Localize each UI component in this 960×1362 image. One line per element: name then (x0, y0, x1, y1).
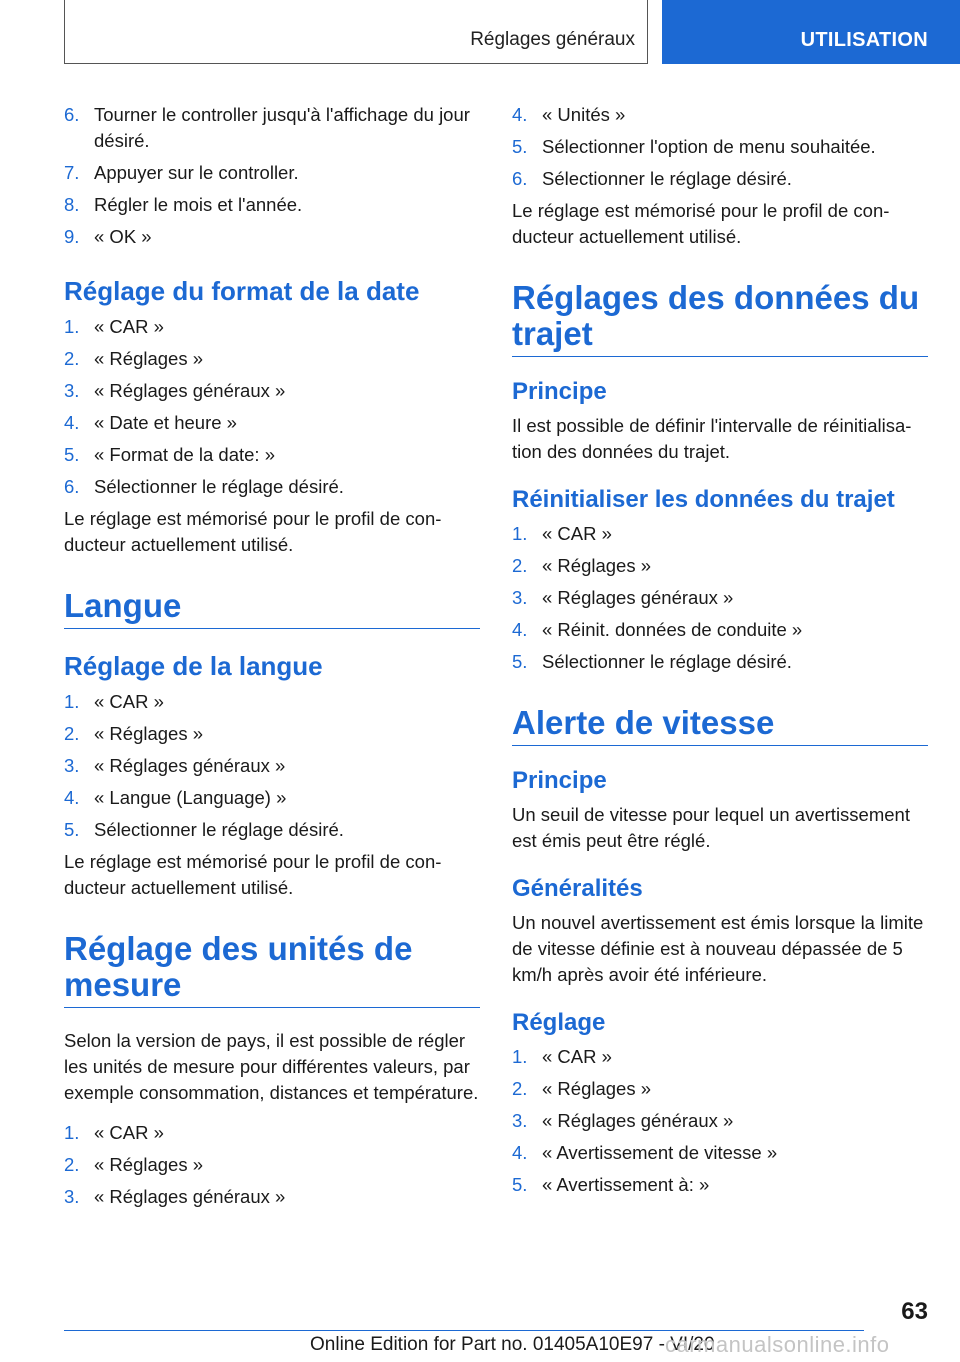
list-item (64, 817, 480, 843)
list-item-number: 3. (64, 1186, 80, 1207)
footer-edition: Online Edition for Part no. 01405A10E97 - VI/20 (310, 1334, 715, 1355)
list-item (512, 1108, 928, 1134)
heading-reglage: Réglage (512, 1009, 606, 1036)
list-item-number: 5. (512, 1174, 528, 1195)
list-item-text: « Date et heure » (94, 412, 237, 433)
list-item (64, 1120, 480, 1146)
heading-reglage-langue: Réglage de la langue (64, 651, 323, 681)
list-item-text: « CAR » (94, 691, 164, 712)
list-item (512, 1140, 928, 1166)
list-item (64, 378, 480, 404)
list-item-text: « Réglages généraux » (542, 1110, 734, 1131)
list-item-number: 1. (512, 523, 528, 544)
list-item-number: 6. (512, 168, 528, 189)
list-item (512, 166, 928, 192)
list-item-number: 4. (512, 1142, 528, 1163)
list-item-text: « Avertissement à: » (542, 1174, 710, 1195)
list-item-number: 1. (64, 1122, 80, 1143)
list-item-number: 7. (64, 162, 80, 183)
list-item-text: Sélectionner le réglage désiré. (542, 651, 792, 672)
list-item (64, 442, 480, 468)
steps-list-date-format (64, 314, 480, 500)
list-item-text: Régler le mois et l'année. (94, 194, 303, 215)
heading-principe: Principe (512, 378, 607, 405)
right-column (512, 102, 928, 1204)
list-item-number: 5. (64, 444, 80, 465)
list-item (512, 649, 928, 675)
steps-list-unites-continued (512, 102, 928, 192)
paragraph-saved-profile: Le réglage est mémorisé pour le profil de conducteur actuellement utilisé. (64, 508, 442, 555)
list-item-number: 3. (64, 755, 80, 776)
list-item-text: « Avertissement de vitesse » (542, 1142, 778, 1163)
heading-alerte: Alerte de vitesse (512, 704, 775, 741)
list-item-number: 6. (64, 104, 80, 125)
list-item-text: « Réglages généraux » (94, 380, 286, 401)
list-item-number: 2. (64, 1154, 80, 1175)
list-item-text: « CAR » (94, 1122, 164, 1143)
list-item-number: 5. (512, 136, 528, 157)
list-item (64, 721, 480, 747)
steps-list-date-continued (64, 102, 480, 250)
list-item-number: 3. (64, 380, 80, 401)
list-item-text: « Unités » (542, 104, 626, 125)
list-item-number: 4. (64, 787, 80, 808)
list-item (512, 521, 928, 547)
paragraph-unites: Selon la version de pays, il est possible de régler les unités de mesure pour différentes valeurs, par exemple consommation, distances et température. (64, 1030, 479, 1103)
section-alerte (512, 705, 928, 746)
steps-list-reinit (512, 521, 928, 675)
section-trajet (512, 280, 928, 357)
steps-list-alerte (512, 1044, 928, 1198)
list-item-number: 4. (512, 619, 528, 640)
list-item (64, 314, 480, 340)
list-item (64, 753, 480, 779)
list-item-number: 3. (512, 587, 528, 608)
list-item-number: 9. (64, 226, 80, 247)
header-section-box (64, 0, 648, 64)
list-item (64, 1152, 480, 1178)
steps-list-langue (64, 689, 480, 843)
list-item-number: 5. (64, 819, 80, 840)
list-item (512, 134, 928, 160)
list-item (512, 1076, 928, 1102)
list-item-text: « Réglages » (94, 348, 204, 369)
list-item-text: Sélectionner le réglage désiré. (94, 819, 344, 840)
paragraph-principe-trajet: Il est possible de définir l'intervalle de réinitialisation des données du trajet. (512, 415, 912, 462)
list-item-number: 4. (64, 412, 80, 433)
heading-langue: Langue (64, 587, 182, 624)
list-item-text: « OK » (94, 226, 152, 247)
list-item (512, 1172, 928, 1198)
list-item (512, 553, 928, 579)
list-item-text: Sélectionner l'option de menu souhaitée. (542, 136, 876, 157)
list-item-text: Sélectionner le réglage désiré. (94, 476, 344, 497)
left-column (64, 102, 480, 1216)
list-item-text: « Réglages généraux » (94, 1186, 286, 1207)
list-item-number: 2. (512, 555, 528, 576)
paragraph-saved-profile: Le réglage est mémorisé pour le profil de conducteur actuellement utilisé. (512, 200, 890, 247)
header-chapter-tab (662, 0, 960, 64)
list-item-number: 5. (512, 651, 528, 672)
list-item-number: 2. (64, 348, 80, 369)
list-item (512, 617, 928, 643)
list-item-text: « CAR » (542, 523, 612, 544)
list-item-number: 4. (512, 104, 528, 125)
list-item-text: Appuyer sur le controller. (94, 162, 299, 183)
paragraph-principe-alerte: Un seuil de vitesse pour lequel un avertissement est émis peut être réglé. (512, 804, 910, 851)
heading-reinitialiser: Réinitialiser les données du trajet (512, 486, 895, 513)
list-item-number: 6. (64, 476, 80, 497)
list-item-text: « Langue (Language) » (94, 787, 287, 808)
list-item-text: Tourner le controller jusqu'à l'affichage du jour désiré. (94, 104, 470, 151)
list-item-number: 1. (64, 691, 80, 712)
list-item (64, 102, 480, 154)
list-item (64, 224, 480, 250)
footer-divider (64, 1330, 864, 1331)
list-item-text: « Réglages généraux » (542, 587, 734, 608)
list-item-text: « Réglages généraux » (94, 755, 286, 776)
list-item-number: 8. (64, 194, 80, 215)
list-item (64, 785, 480, 811)
list-item-text: « CAR » (94, 316, 164, 337)
list-item (512, 102, 928, 128)
heading-trajet: Réglages des données du trajet (512, 279, 920, 352)
steps-list-unites (64, 1120, 480, 1210)
paragraph-generalites: Un nouvel avertissement est émis lorsque la limite de vitesse définie est à nouveau dépassée de 5 km/h après avoir été inférieure. (512, 912, 924, 985)
list-item-text: « Réglages » (94, 1154, 204, 1175)
paragraph-saved-profile: Le réglage est mémorisé pour le profil de conducteur actuellement utilisé. (64, 851, 442, 898)
list-item-text: « Réglages » (94, 723, 204, 744)
heading-generalites: Généralités (512, 875, 643, 902)
list-item (64, 192, 480, 218)
list-item (512, 585, 928, 611)
list-item-text: « Réglages » (542, 1078, 652, 1099)
list-item (64, 410, 480, 436)
list-item (64, 474, 480, 500)
list-item (64, 689, 480, 715)
heading-principe: Principe (512, 767, 607, 794)
list-item-number: 2. (64, 723, 80, 744)
section-langue (64, 588, 480, 629)
header-chapter-label: UTILISATION (800, 29, 928, 51)
watermark: carmanualsonline.info (665, 1332, 890, 1357)
header-section-title: Réglages généraux (470, 29, 635, 50)
list-item-number: 3. (512, 1110, 528, 1131)
list-item-number: 1. (64, 316, 80, 337)
list-item (64, 1184, 480, 1210)
list-item-number: 1. (512, 1046, 528, 1067)
list-item-text: « Réglages » (542, 555, 652, 576)
list-item-text: « Réinit. données de conduite » (542, 619, 803, 640)
heading-unites: Réglage des unités de mesure (64, 930, 413, 1003)
page-number: 63 (901, 1298, 928, 1325)
list-item (64, 346, 480, 372)
list-item (512, 1044, 928, 1070)
list-item-text: « CAR » (542, 1046, 612, 1067)
list-item-number: 2. (512, 1078, 528, 1099)
list-item-text: Sélectionner le réglage désiré. (542, 168, 792, 189)
heading-date-format: Réglage du format de la date (64, 276, 420, 306)
list-item-text: « Format de la date: » (94, 444, 275, 465)
section-unites (64, 931, 480, 1008)
list-item (64, 160, 480, 186)
